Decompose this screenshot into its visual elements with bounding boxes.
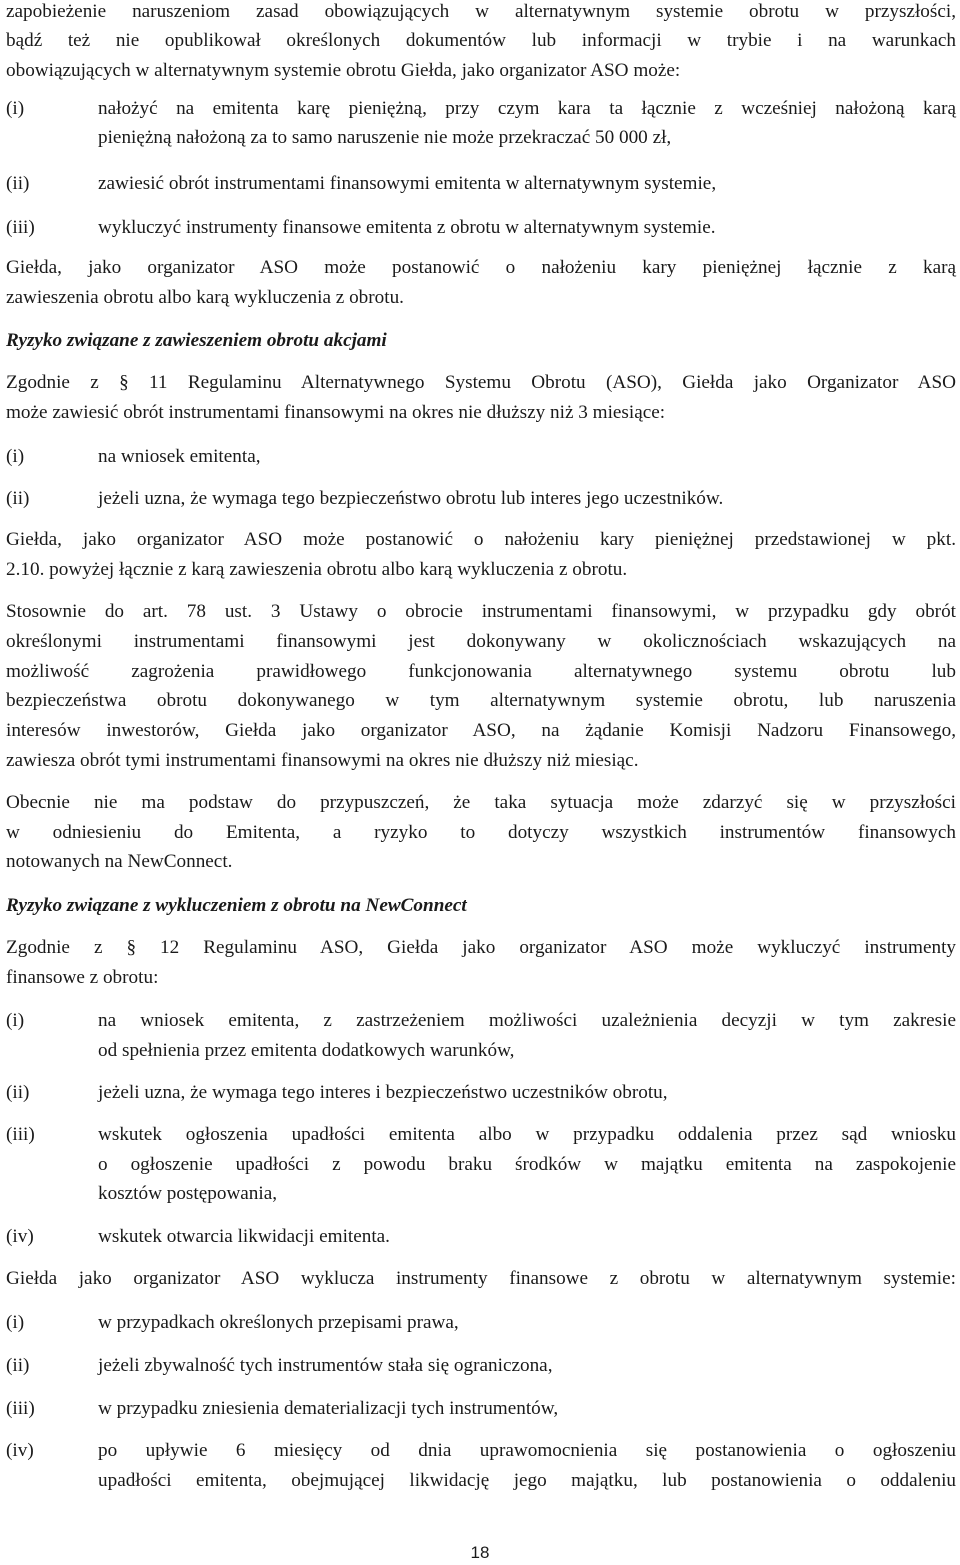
list-item-text: o ogłoszenie upadłości z powodu braku środków w majątku emitenta na zaspokojenie <box>98 1154 956 1175</box>
list-item-number: (iii) <box>6 217 35 238</box>
page-number: 18 <box>470 1543 490 1562</box>
list-item-number: (ii) <box>6 1355 30 1376</box>
list-item-text: w przypadku zniesienia dematerializacji tych instrumentów, <box>98 1398 559 1419</box>
list-item-text: nałożyć na emitenta karę pieniężną, przy czym kara ta łącznie z wcześniej nałożoną karą <box>98 98 956 119</box>
paragraph-line: możliwość zagrożenia prawidłowego funkcjonowania alternatywnego systemu obrotu lub <box>6 661 956 682</box>
paragraph-line: 2.10. powyżej łącznie z karą zawieszenia obrotu albo karą wykluczenia z obrotu. <box>6 559 628 580</box>
paragraph-line: Giełda, jako organizator ASO może postanowić o nałożeniu kary pieniężnej przedstawionej w pkt. <box>6 529 956 550</box>
list-item-text: jeżeli uzna, że wymaga tego interes i bezpieczeństwo uczestników obrotu, <box>98 1082 668 1103</box>
list-item-text: wskutek ogłoszenia upadłości emitenta albo w przypadku oddalenia przez sąd wniosku <box>98 1124 956 1145</box>
paragraph-line: finansowe z obrotu: <box>6 967 159 988</box>
list-item-text: wskutek otwarcia likwidacji emitenta. <box>98 1226 390 1247</box>
list-item-text: w przypadkach określonych przepisami prawa, <box>98 1312 459 1333</box>
list-item-number: (i) <box>6 1312 25 1333</box>
paragraph-line: Obecnie nie ma podstaw do przypuszczeń, że taka sytuacja może zdarzyć się w przyszłości <box>6 792 956 813</box>
intro-line: zapobieżenie naruszeniom zasad obowiązujących w alternatywnym systemie obrotu w przyszłości, <box>6 1 956 22</box>
paragraph-line: bezpieczeństwa obrotu dokonywanego w tym alternatywnym systemie obrotu, lub naruszenia <box>6 690 956 711</box>
paragraph-line: Zgodnie z § 12 Regulaminu ASO, Giełda jako organizator ASO może wykluczyć instrumenty <box>6 937 956 958</box>
list-item-text: po upływie 6 miesięcy od dnia uprawomocnienia się postanowienia o ogłoszeniu <box>98 1440 956 1461</box>
list-item-number: (i) <box>6 446 25 467</box>
paragraph-line: Stosownie do art. 78 ust. 3 Ustawy o obrocie instrumentami finansowymi, w przypadku gdy obrót <box>6 601 956 622</box>
list-item-number: (i) <box>6 1010 25 1031</box>
list-item-number: (ii) <box>6 1082 30 1103</box>
paragraph-line: w odniesieniu do Emitenta, a ryzyko to dotyczy wszystkich instrumentów finansowych <box>6 822 956 843</box>
list-item-text: od spełnienia przez emitenta dodatkowych warunków, <box>98 1040 515 1061</box>
list-item-text: pieniężną nałożoną za to samo naruszenie nie może przekraczać 50 000 zł, <box>98 127 672 148</box>
list-item-number: (i) <box>6 98 25 119</box>
list-item-text: na wniosek emitenta, <box>98 446 261 467</box>
list-item-number: (iii) <box>6 1124 35 1145</box>
list-item-text: wykluczyć instrumenty finansowe emitenta z obrotu w alternatywnym systemie. <box>98 217 716 238</box>
list-item-number: (iii) <box>6 1398 35 1419</box>
paragraph-line: zawieszenia obrotu albo karą wykluczenia z obrotu. <box>6 287 404 308</box>
list-item-text: zawiesić obrót instrumentami finansowymi emitenta w alternatywnym systemie, <box>98 173 717 194</box>
intro-line: bądź też nie opublikował określonych dokumentów lub informacji w trybie i na warunkach <box>6 30 956 51</box>
intro-line: obowiązujących w alternatywnym systemie obrotu Giełda, jako organizator ASO może: <box>6 60 681 81</box>
list-item-text: jeżeli zbywalność tych instrumentów stała się ograniczona, <box>98 1355 553 1376</box>
list-item-text: na wniosek emitenta, z zastrzeżeniem możliwości uzależnienia decyzji w tym zakresie <box>98 1010 956 1031</box>
list-item-number: (ii) <box>6 173 30 194</box>
list-item-number: (iv) <box>6 1440 34 1461</box>
paragraph-line: może zawiesić obrót instrumentami finansowymi na okres nie dłuższy niż 3 miesiące: <box>6 402 666 423</box>
paragraph-line: określonymi instrumentami finansowymi jest dokonywany w okolicznościach wskazujących na <box>6 631 956 652</box>
paragraph-line: Giełda jako organizator ASO wyklucza instrumenty finansowe z obrotu w alternatywnym systemie: <box>6 1268 956 1289</box>
list-item-number: (iv) <box>6 1226 34 1247</box>
section-heading: Ryzyko związane z wykluczeniem z obrotu na NewConnect <box>6 895 467 916</box>
list-item-number: (ii) <box>6 488 30 509</box>
paragraph-line: Zgodnie z § 11 Regulaminu Alternatywnego Systemu Obrotu (ASO), Giełda jako Organizator ASO <box>6 372 956 393</box>
paragraph-line: Giełda, jako organizator ASO może postanowić o nałożeniu kary pieniężnej łącznie z karą <box>6 257 956 278</box>
section-heading: Ryzyko związane z zawieszeniem obrotu akcjami <box>6 330 387 351</box>
paragraph-line: zawiesza obrót tymi instrumentami finansowymi na okres nie dłuższy niż miesiąc. <box>6 750 639 771</box>
paragraph-line: notowanych na NewConnect. <box>6 851 233 872</box>
list-item-text: jeżeli uzna, że wymaga tego bezpieczeństwo obrotu lub interes jego uczestników. <box>98 488 724 509</box>
list-item-text: kosztów postępowania, <box>98 1183 278 1204</box>
paragraph-line: interesów inwestorów, Giełda jako organizator ASO, na żądanie Komisji Nadzoru Finansowego, <box>6 720 956 741</box>
list-item-text: upadłości emitenta, obejmującej likwidację jego majątku, lub postanowienia o oddaleniu <box>98 1470 956 1491</box>
